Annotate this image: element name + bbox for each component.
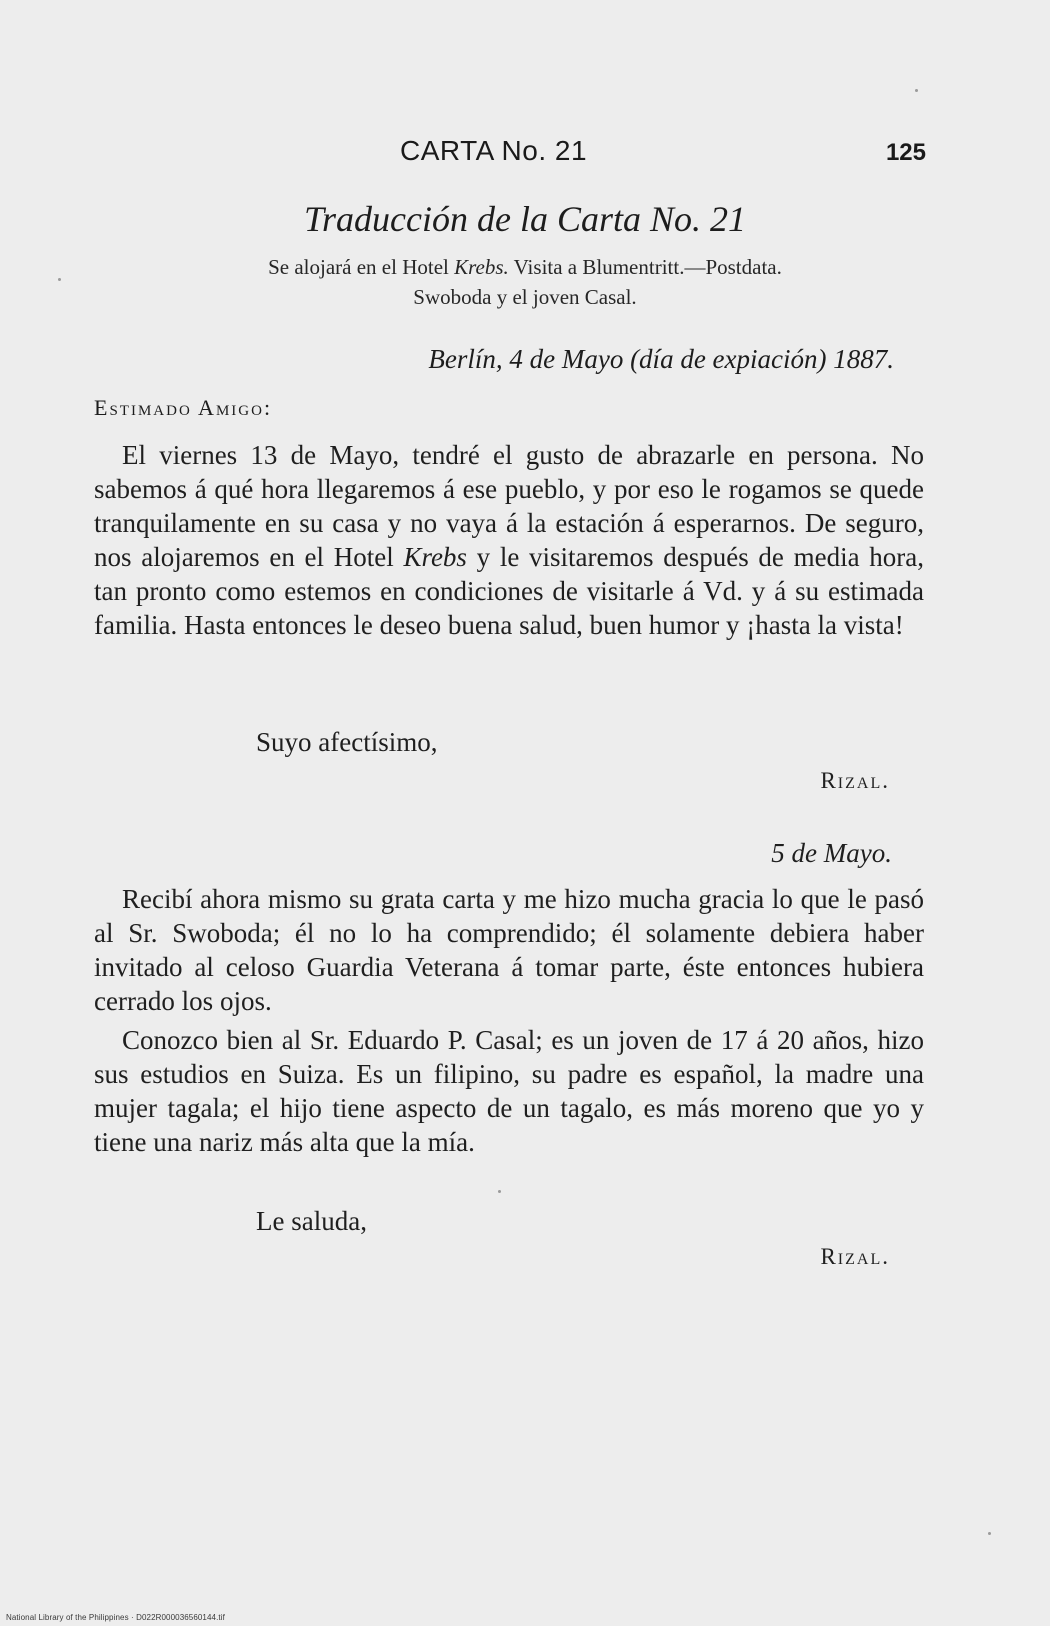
salutation: Estimado Amigo: [94,395,273,420]
paper-speck [58,278,61,281]
paper-speck [988,1532,991,1535]
letter-dateline: Berlín, 4 de Mayo (día de expiación) 1887. [428,344,894,374]
paper-speck [498,1190,501,1193]
letter-summary [120,252,930,312]
summary-line-2: Swoboda y el joven Casal. [413,285,637,309]
letter-title: Traducción de la Carta No. 21 [303,199,747,239]
summary-line-1-prefix: Se alojará en el Hotel [268,255,455,279]
letter-paragraph-1-part-1: El viernes 13 de Mayo, tendré el gusto de abrazarle en persona. No sabemos á qué hora llegaremos á ese pueblo, y por eso le rogamos se quede tranquilamente en su casa y no vaya á la estación á esperarnos. De seguro, nos alojaremos en el Hotel [94,440,924,572]
closing-2: Le saluda, [256,1206,367,1236]
closing-1: Suyo afectísimo, [256,727,438,757]
page-number: 125 [885,139,926,166]
summary-line-1-suffix: Visita a Blumentritt.—Postdata. [508,255,782,279]
letter-paragraph-1 [94,438,924,642]
postscript-paragraph-1: Recibí ahora mismo su grata carta y me hizo mucha gracia lo que le pasó al Sr. Swoboda; él no lo ha comprendido; él solamente debiera haber invitado al celoso Guardia Veterana á tomar parte, éste entonces hubiera cerrado los ojos. [94,884,924,1016]
summary-hotel-name: Krebs. [454,255,509,279]
postscript-paragraph-2: Conozco bien al Sr. Eduardo P. Casal; es un joven de 17 á 20 años, hizo sus estudios en Suiza. Es un filipino, su padre es español, la madre una mujer tagala; el hijo tiene aspecto de un tagalo, es más moreno que yo y tiene una nariz más alta que la mía. [94,1025,924,1157]
signature-2: Rizal. [820,1244,890,1269]
paper-speck [915,89,918,92]
summary-line-1 [120,252,930,282]
letter-paragraph-1-part-2: y le visitaremos después de media hora, tan pronto como estemos en condiciones de visitarle á Vd. y á su estimada familia. Hasta entonces le deseo buena salud, buen humor y ¡hasta la vista! [94,542,924,640]
postscript-date: 5 de Mayo. [771,838,892,868]
signature-1: Rizal. [820,768,890,793]
hotel-name: Krebs [403,542,467,572]
running-title: CARTA No. 21 [400,135,588,166]
footer-credit: National Library of the Philippines · D022R000036560144.tif [6,1613,225,1622]
page-header [0,135,1050,175]
